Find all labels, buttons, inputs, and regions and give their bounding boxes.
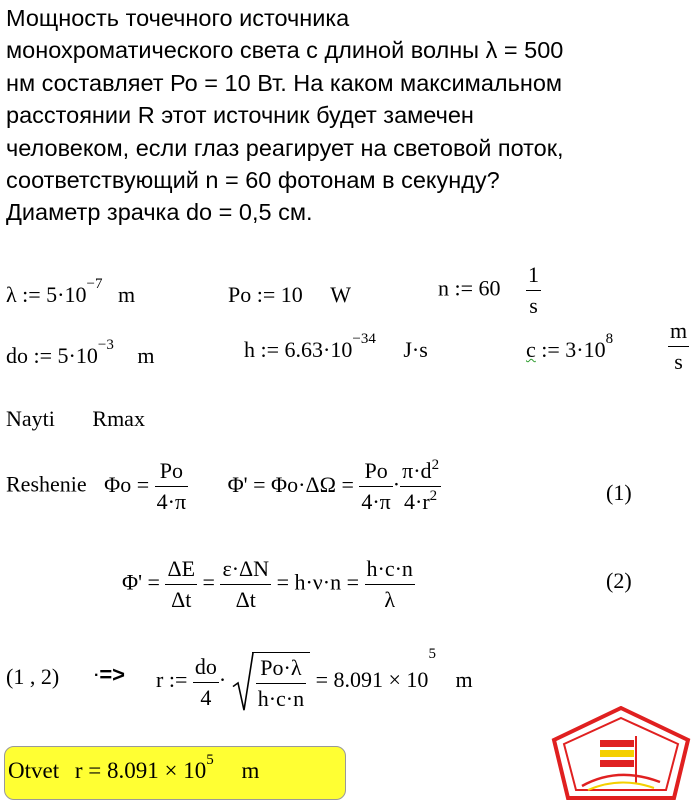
equation-3-ref: (1 , 2) bbox=[6, 664, 60, 689]
fraction: $\frac{\Delta E}{\Delta t}$ bbox=[167, 556, 196, 612]
unit-fraction: $\frac{1}{s}$ bbox=[528, 262, 540, 318]
fraction: $\frac{\varepsilon\cdot\Delta N}{\Delta t}$ bbox=[222, 556, 270, 612]
fraction: $\frac{\pi\cdot d^2}{4\cdot r^2}$ bbox=[402, 457, 440, 514]
given-c-unit: $\frac{m}{s}$ bbox=[670, 318, 688, 374]
find-line: Nayti Rmax bbox=[6, 406, 145, 431]
equation-2-tag: (2) bbox=[606, 568, 632, 593]
answer: Otvet $r = 8.091 \times 10^5$ m bbox=[8, 752, 260, 783]
problem-line: Мощность точечного источника bbox=[6, 5, 350, 31]
problem-statement bbox=[6, 2, 696, 229]
given-h: h := $6.63\cdot 10^{-34}$ J·s bbox=[244, 331, 428, 362]
equation-2: Φ' = $\frac{\Delta E}{\Delta t}$ = $\frac{\varepsilon\cdot\Delta N}{\Delta t}$ = h·ν·n = $\frac{h\cdot c\cdot n}{\lambda}$ bbox=[122, 556, 413, 612]
problem-line: человеком, если глаз реагирует на световой поток, bbox=[6, 134, 564, 161]
problem-line: расстоянии R этот источник будет замечен bbox=[6, 102, 474, 129]
fraction: $\frac{Po\cdot\lambda}{h\cdot c\cdot n}$ bbox=[257, 655, 305, 711]
equation-1: Reshenie Φo = $\frac{Po}{4\cdot\pi}$ Φ' = Φo·ΔΩ = $\frac{Po}{4\cdot\pi}$ · $\frac{\pi\cdot d^2}{4\cdot r^2}$ bbox=[6, 457, 440, 514]
given-n: n := 60 $\frac{1}{s}$ bbox=[438, 262, 540, 318]
equation-3: r := $\frac{do}{4}$ · $\frac{Po\cdot\lambda}{h\cdot c\cdot n}$ = $8.091 \times 10^5$ m bbox=[156, 646, 473, 711]
problem-line: соответствующий n = 60 фотонам в секунду? bbox=[6, 167, 500, 194]
problem-line: монохроматического света с длиной волны λ = 500 bbox=[6, 37, 564, 64]
radical-sign-icon bbox=[232, 652, 254, 712]
given-c: c := $3\cdot 10^8$ bbox=[526, 331, 614, 362]
fraction: $\frac{Po}{4\cdot\pi}$ bbox=[361, 458, 391, 514]
fraction: $\frac{h\cdot c\cdot n}{\lambda}$ bbox=[366, 556, 413, 612]
equation-1-tag: (1) bbox=[606, 480, 632, 505]
given-lambda: λ := $5\cdot 10^{-7}$ m bbox=[6, 276, 136, 307]
fraction: $\frac{Po}{4\cdot\pi}$ bbox=[156, 458, 187, 514]
fraction: $\frac{do}{4}$ bbox=[194, 653, 217, 710]
problem-line: нм составляет Ро = 10 Вт. На каком максимальном bbox=[6, 69, 563, 96]
square-root bbox=[232, 652, 310, 712]
given-po: Po := 10 W bbox=[228, 282, 352, 307]
problem-line: Диаметр зрачка do = 0,5 см. bbox=[6, 199, 313, 226]
given-do: do := $5\cdot 10^{-3}$ m bbox=[6, 337, 155, 368]
implies-arrow: ·=> bbox=[94, 662, 126, 687]
school-logo-icon bbox=[548, 706, 694, 800]
